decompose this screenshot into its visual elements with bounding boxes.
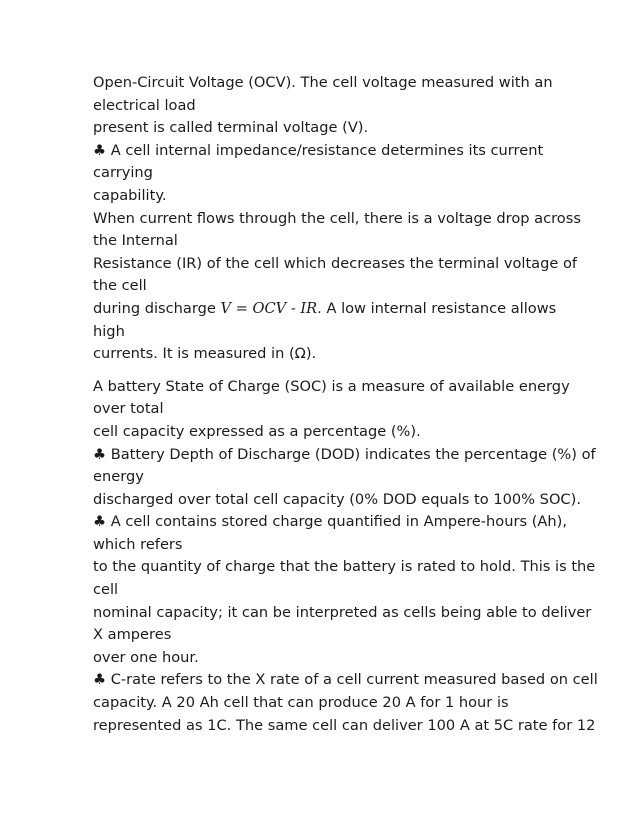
text-line: nominal capacity; it can be interpreted as cells being able to deliver (93, 603, 592, 621)
text-line: ♣ A cell contains stored charge quantified in Ampere-hours (Ah), (93, 513, 567, 531)
text-line: energy (93, 468, 144, 486)
text-line: Open-Circuit Voltage (OCV). The cell voltage measured with an (93, 74, 553, 91)
text-line: present is called terminal voltage (V). (93, 119, 369, 137)
text-line: electrical load (93, 96, 196, 114)
text-line: X amperes (93, 626, 172, 644)
formula-line (93, 298, 573, 321)
text-line: cell (93, 581, 119, 599)
text-line: currents. It is measured in (Ω). (93, 345, 317, 363)
text-line: capacity. A 20 Ah cell that can produce 20 A for 1 hour is (93, 694, 509, 712)
text-line: the Internal (93, 232, 178, 250)
formula-prefix: during discharge (93, 299, 221, 317)
text-line: carrying (93, 164, 153, 182)
text-line: capability. (93, 186, 167, 204)
text-line: to the quantity of charge that the battery is rated to hold. This is the (93, 558, 596, 576)
text-line: ♣ C-rate refers to the X rate of a cell current measured based on cell (93, 671, 598, 689)
text-line: discharged over total cell capacity (0% DOD equals to 100% SOC). (93, 490, 581, 508)
text-line: Resistance (IR) of the cell which decreases the terminal voltage of (93, 254, 578, 272)
voltage-equation: V = OCV - IR (220, 299, 318, 317)
text-line: the cell (93, 277, 147, 295)
text-line: When current flows through the cell, there is a voltage drop across (93, 209, 581, 227)
text-line: over one hour. (93, 648, 199, 666)
formula-suffix: . A low internal resistance allows (317, 299, 557, 317)
text-line: represented as 1C. The same cell can deliver 100 A at 5C rate for 12 (93, 716, 596, 734)
text-line: cell capacity expressed as a percentage (%). (93, 422, 421, 440)
text-line: ♣ Battery Depth of Discharge (DOD) indicates the percentage (%) of (93, 445, 596, 463)
text-line: high (93, 322, 125, 340)
paragraph-gap (93, 366, 573, 376)
text-line: over total (93, 400, 164, 418)
text-line: which refers (93, 535, 183, 553)
text-line: A battery State of Charge (SOC) is a measure of available energy (93, 377, 570, 395)
document-page (93, 72, 598, 737)
text-line: ♣ A cell internal impedance/resistance determines its current (93, 141, 544, 159)
